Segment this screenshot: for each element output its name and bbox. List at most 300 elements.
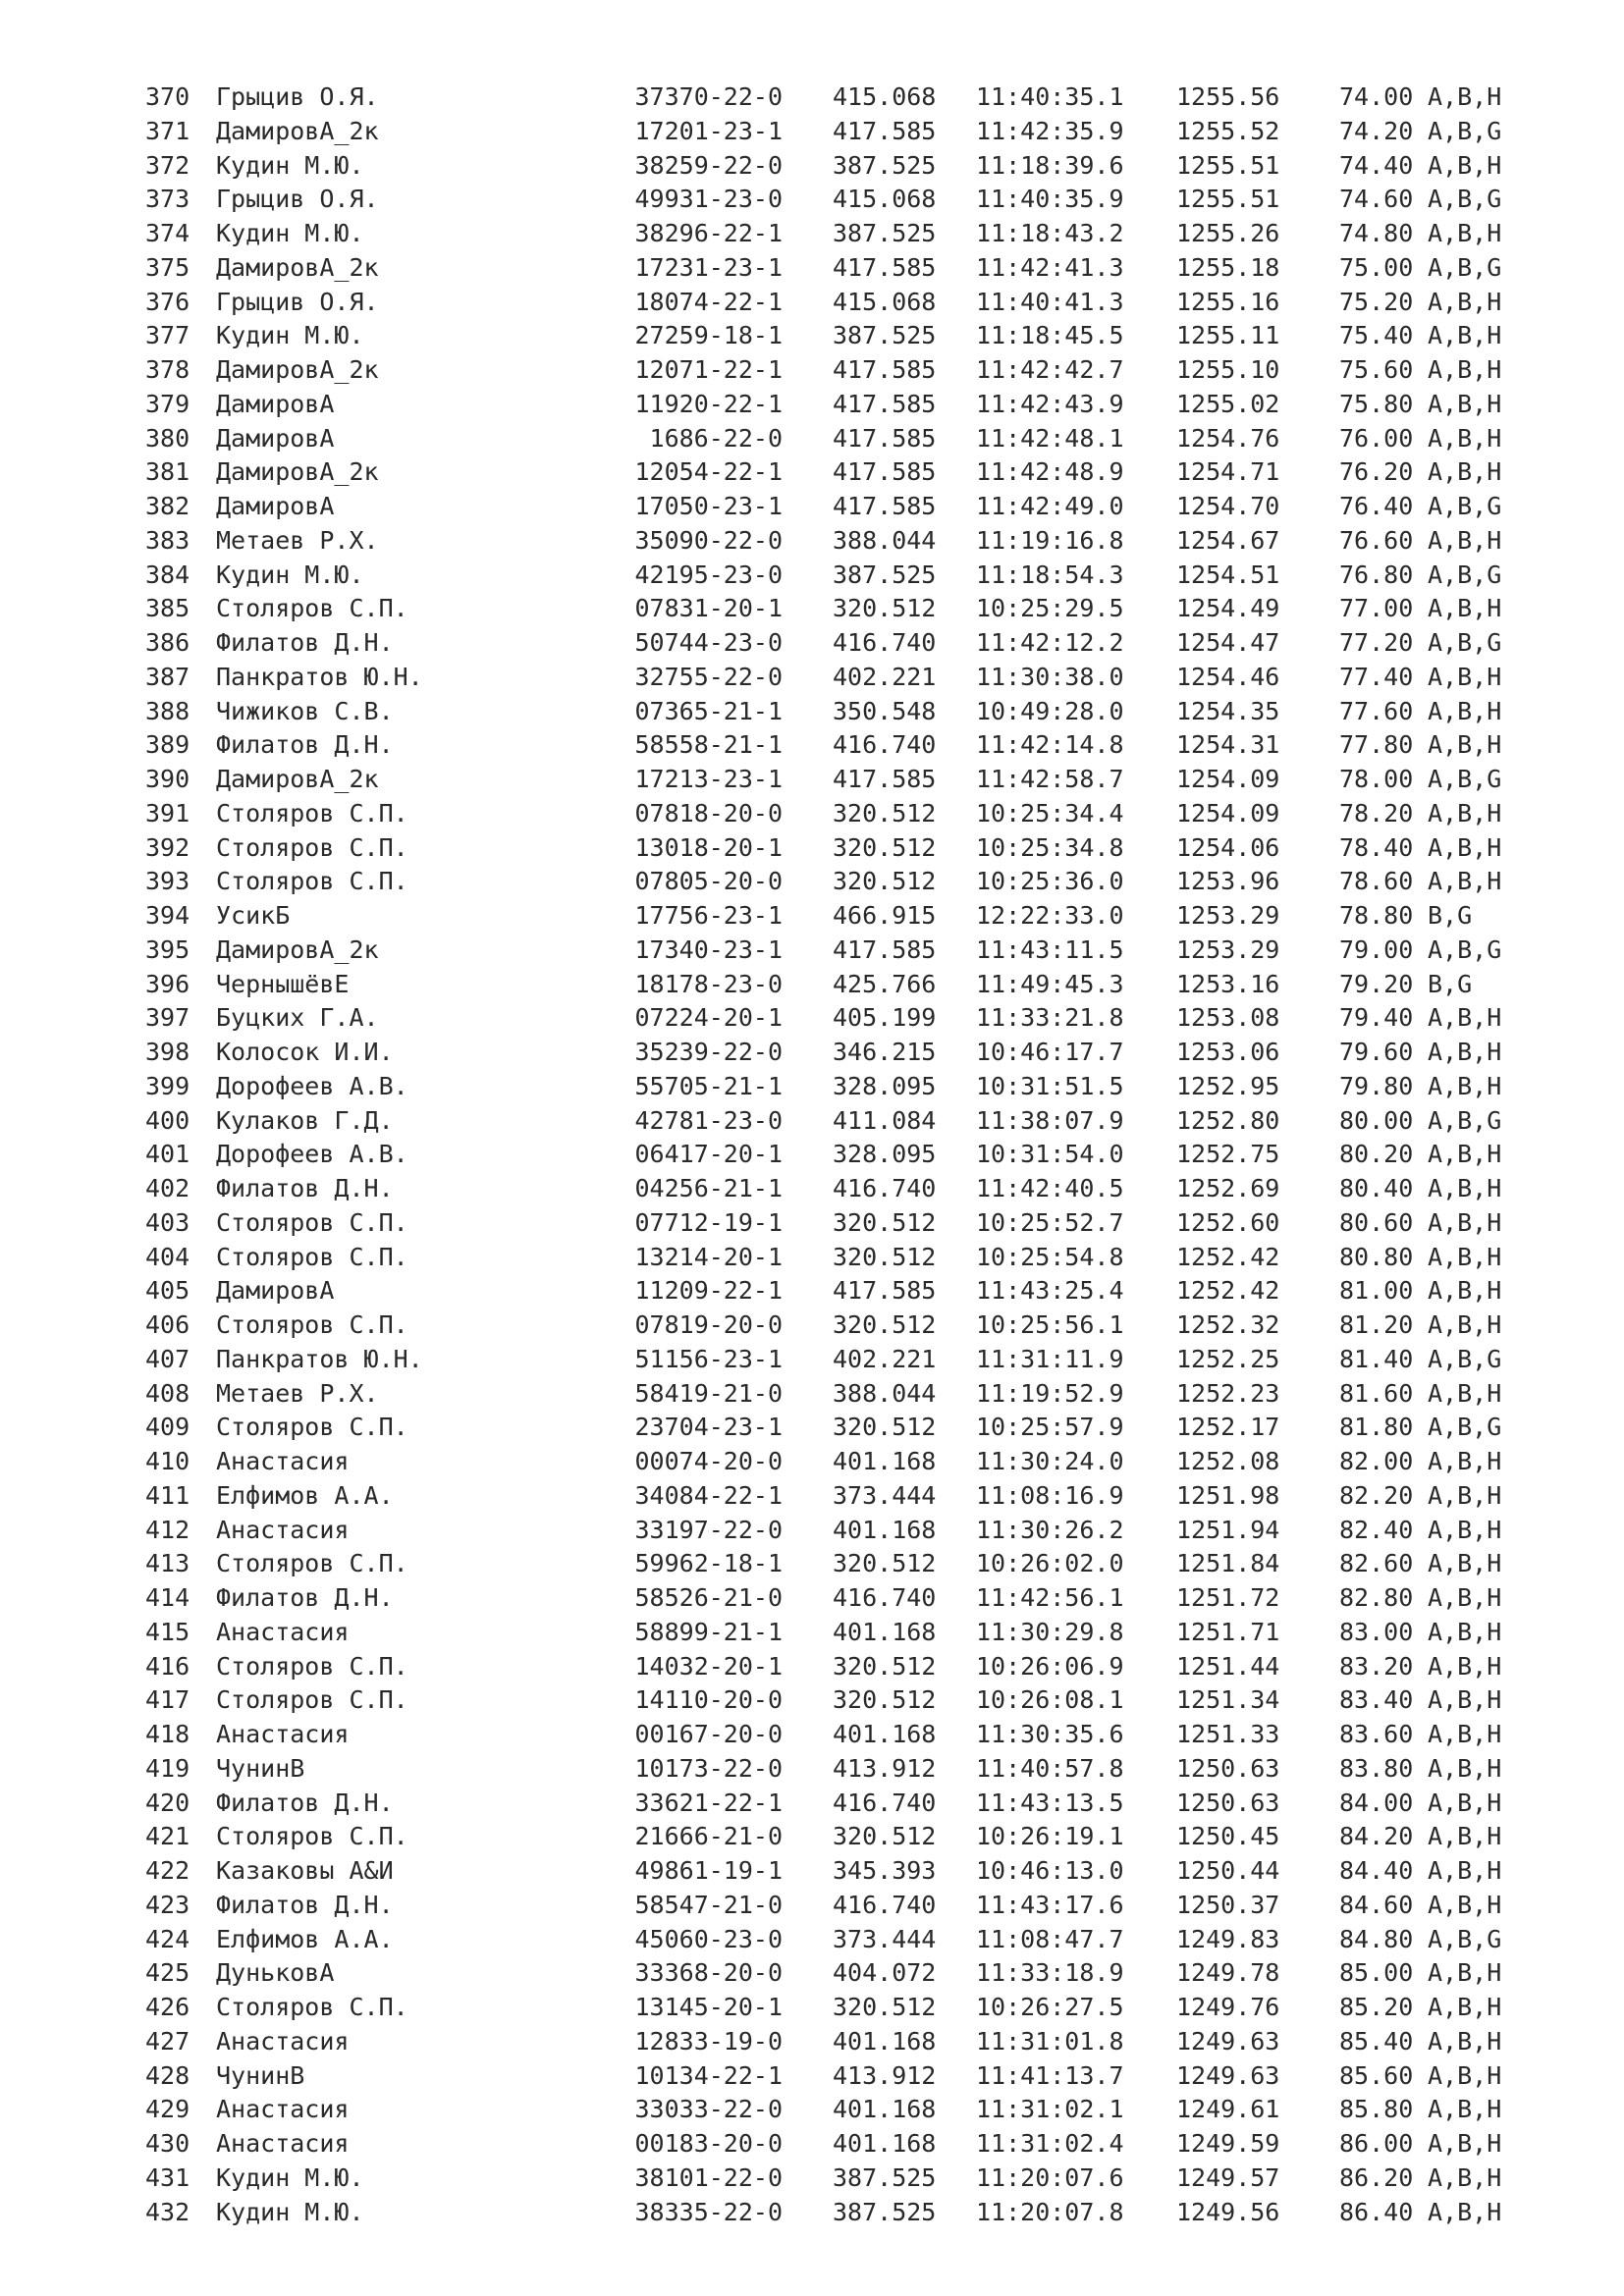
fancier-name: Колосок И.И. [216,1038,394,1066]
distance: 328.095 [833,1071,937,1100]
arrival-time: 11:42:48.1 [976,423,1124,453]
ring-number: 58558-21-1 [634,730,783,760]
fancier-name: Столяров С.П. [216,1685,408,1715]
distance: 466.915 [833,901,937,930]
speed: 1252.75 [1176,1140,1280,1169]
row-number: 398 [145,1038,190,1066]
fancier-name: Дорофеев А.В. [216,1071,408,1100]
row-number: 422 [145,1856,190,1885]
ring-number: 37370-22-0 [634,82,783,111]
points: 81.60 [1339,1378,1414,1408]
fancier-name: Казаковы А&И [216,1856,394,1885]
fancier-name: ЧунинВ [216,1753,305,1783]
arrival-time: 11:31:02.4 [976,2129,1124,2158]
classes: A,B,H [1428,1685,1502,1715]
distance: 350.548 [833,696,937,725]
points: 78.60 [1339,867,1414,896]
fancier-name: Елфимов А.А. [216,1480,394,1510]
fancier-name: Грыцив О.Я. [216,82,379,111]
ring-number: 38259-22-0 [634,150,783,180]
speed: 1252.80 [1176,1105,1280,1135]
distance: 401.168 [833,2129,937,2158]
speed: 1252.42 [1176,1242,1280,1271]
row-number: 374 [145,219,190,247]
ring-number: 11920-22-1 [634,389,783,418]
distance: 417.585 [833,934,937,964]
distance: 320.512 [833,832,937,862]
fancier-name: Анастасия [216,2026,350,2056]
distance: 413.912 [833,1753,937,1783]
arrival-time: 11:42:48.9 [976,457,1124,487]
points: 82.40 [1339,1515,1414,1544]
arrival-time: 11:49:45.3 [976,969,1124,998]
row-number: 377 [145,321,190,350]
arrival-time: 11:42:35.9 [976,116,1124,145]
classes: A,B,H [1428,423,1502,453]
arrival-time: 11:18:39.6 [976,150,1124,180]
points: 80.40 [1339,1174,1414,1202]
ring-number: 06417-20-1 [634,1140,783,1169]
speed: 1249.59 [1176,2129,1280,2158]
classes: A,B,H [1428,1788,1502,1817]
classes: A,B,G [1428,1344,1502,1373]
points: 79.00 [1339,934,1414,964]
points: 74.40 [1339,150,1414,180]
arrival-time: 11:18:54.3 [976,560,1124,589]
points: 74.60 [1339,185,1414,214]
row-number: 400 [145,1105,190,1135]
distance: 417.585 [833,116,937,145]
distance: 417.585 [833,1276,937,1306]
arrival-time: 11:20:07.6 [976,2163,1124,2192]
speed: 1255.10 [1176,355,1280,384]
ring-number: 18074-22-1 [634,287,783,316]
classes: A,B,H [1428,355,1502,384]
speed: 1254.47 [1176,628,1280,657]
arrival-time: 11:31:01.8 [976,2026,1124,2056]
speed: 1254.31 [1176,730,1280,760]
distance: 320.512 [833,1310,937,1339]
distance: 320.512 [833,867,937,896]
speed: 1251.98 [1176,1480,1280,1510]
ring-number: 23704-23-1 [634,1413,783,1442]
classes: B,G [1428,969,1473,998]
speed: 1249.56 [1176,2197,1280,2226]
row-number: 412 [145,1515,190,1544]
points: 81.80 [1339,1413,1414,1442]
arrival-time: 11:30:29.8 [976,1617,1124,1646]
points: 77.00 [1339,594,1414,623]
ring-number: 13214-20-1 [634,1242,783,1271]
row-number: 395 [145,934,190,964]
speed: 1253.96 [1176,867,1280,896]
fancier-name: УсикБ [216,901,291,930]
classes: A,B,H [1428,1447,1502,1475]
distance: 404.072 [833,1958,937,1988]
ring-number: 18178-23-0 [634,969,783,998]
distance: 320.512 [833,1822,937,1851]
speed: 1255.11 [1176,321,1280,350]
distance: 402.221 [833,1344,937,1373]
ring-number: 32755-22-0 [634,662,783,691]
ring-number: 04256-21-1 [634,1174,783,1202]
distance: 416.740 [833,1890,937,1919]
classes: A,B,H [1428,1549,1502,1578]
classes: A,B,H [1428,525,1502,555]
classes: A,B,G [1428,1924,1502,1953]
arrival-time: 10:25:36.0 [976,867,1124,896]
row-number: 397 [145,1003,190,1033]
distance: 387.525 [833,2197,937,2226]
classes: A,B,H [1428,594,1502,623]
row-number: 394 [145,901,190,930]
classes: A,B,H [1428,1480,1502,1510]
ring-number: 33368-20-0 [634,1958,783,1988]
ring-number: 12071-22-1 [634,355,783,384]
classes: A,B,H [1428,1822,1502,1851]
arrival-time: 11:40:35.9 [976,185,1124,214]
classes: A,B,G [1428,1105,1502,1135]
classes: A,B,H [1428,2060,1502,2090]
fancier-name: Филатов Д.Н. [216,1583,394,1612]
points: 75.00 [1339,252,1414,282]
arrival-time: 11:43:25.4 [976,1276,1124,1306]
fancier-name: Столяров С.П. [216,594,408,623]
classes: A,B,H [1428,2163,1502,2192]
row-number: 373 [145,185,190,214]
arrival-time: 11:08:16.9 [976,1480,1124,1510]
fancier-name: ЧернышёвЕ [216,969,350,998]
fancier-name: Буцких Г.А. [216,1003,379,1033]
row-number: 384 [145,560,190,589]
distance: 320.512 [833,594,937,623]
distance: 320.512 [833,1549,937,1578]
points: 79.60 [1339,1038,1414,1066]
distance: 411.084 [833,1105,937,1135]
arrival-time: 11:40:41.3 [976,287,1124,316]
ring-number: 17201-23-1 [634,116,783,145]
speed: 1254.35 [1176,696,1280,725]
classes: A,B,H [1428,1720,1502,1748]
speed: 1249.57 [1176,2163,1280,2192]
classes: A,B,H [1428,1753,1502,1783]
distance: 416.740 [833,730,937,760]
points: 76.40 [1339,492,1414,520]
speed: 1255.52 [1176,116,1280,145]
arrival-time: 11:18:43.2 [976,219,1124,247]
fancier-name: Филатов Д.Н. [216,730,394,760]
points: 75.20 [1339,287,1414,316]
fancier-name: Столяров С.П. [216,832,408,862]
arrival-time: 11:30:24.0 [976,1447,1124,1475]
points: 74.80 [1339,219,1414,247]
fancier-name: Столяров С.П. [216,1242,408,1271]
ring-number: 21666-21-0 [634,1822,783,1851]
row-number: 404 [145,1242,190,1271]
points: 75.60 [1339,355,1414,384]
ring-number: 38101-22-0 [634,2163,783,2192]
fancier-name: Филатов Д.Н. [216,628,394,657]
arrival-time: 11:18:45.5 [976,321,1124,350]
points: 85.40 [1339,2026,1414,2056]
fancier-name: ДамировА_2к [216,934,379,964]
fancier-name: Анастасия [216,1617,350,1646]
arrival-time: 11:42:56.1 [976,1583,1124,1612]
arrival-time: 10:31:54.0 [976,1140,1124,1169]
arrival-time: 10:26:19.1 [976,1822,1124,1851]
fancier-name: Филатов Д.Н. [216,1788,394,1817]
points: 84.80 [1339,1924,1414,1953]
classes: A,B,H [1428,1583,1502,1612]
ring-number: 14032-20-1 [634,1651,783,1681]
speed: 1252.69 [1176,1174,1280,1202]
distance: 402.221 [833,662,937,691]
arrival-time: 10:26:08.1 [976,1685,1124,1715]
points: 83.00 [1339,1617,1414,1646]
speed: 1254.67 [1176,525,1280,555]
classes: A,B,H [1428,1003,1502,1033]
arrival-time: 11:33:21.8 [976,1003,1124,1033]
ring-number: 50744-23-0 [634,628,783,657]
classes: A,B,H [1428,1174,1502,1202]
ring-number: 10134-22-1 [634,2060,783,2090]
ring-number: 38296-22-1 [634,219,783,247]
distance: 417.585 [833,389,937,418]
fancier-name: ДамировА [216,1276,335,1306]
ring-number: 49861-19-1 [634,1856,783,1885]
ring-number: 35239-22-0 [634,1038,783,1066]
speed: 1253.16 [1176,969,1280,998]
distance: 416.740 [833,1583,937,1612]
arrival-time: 11:42:58.7 [976,765,1124,793]
arrival-time: 11:42:42.7 [976,355,1124,384]
points: 82.80 [1339,1583,1414,1612]
ring-number: 33621-22-1 [634,1788,783,1817]
arrival-time: 11:42:43.9 [976,389,1124,418]
speed: 1249.78 [1176,1958,1280,1988]
classes: A,B,H [1428,2095,1502,2124]
distance: 401.168 [833,1515,937,1544]
ring-number: 12833-19-0 [634,2026,783,2056]
classes: A,B,H [1428,150,1502,180]
ring-number: 17213-23-1 [634,765,783,793]
arrival-time: 11:31:02.1 [976,2095,1124,2124]
ring-number: 33033-22-0 [634,2095,783,2124]
points: 84.20 [1339,1822,1414,1851]
row-number: 414 [145,1583,190,1612]
speed: 1253.29 [1176,901,1280,930]
distance: 373.444 [833,1924,937,1953]
points: 80.80 [1339,1242,1414,1271]
fancier-name: Столяров С.П. [216,1549,408,1578]
fancier-name: Кудин М.Ю. [216,150,364,180]
speed: 1250.63 [1176,1788,1280,1817]
distance: 417.585 [833,252,937,282]
arrival-time: 11:43:11.5 [976,934,1124,964]
points: 77.40 [1339,662,1414,691]
points: 79.20 [1339,969,1414,998]
speed: 1252.25 [1176,1344,1280,1373]
points: 74.20 [1339,116,1414,145]
distance: 320.512 [833,1651,937,1681]
classes: A,B,H [1428,1993,1502,2021]
speed: 1253.08 [1176,1003,1280,1033]
arrival-time: 11:19:52.9 [976,1378,1124,1408]
row-number: 431 [145,2163,190,2192]
row-number: 392 [145,832,190,862]
distance: 387.525 [833,150,937,180]
points: 84.00 [1339,1788,1414,1817]
points: 83.40 [1339,1685,1414,1715]
fancier-name: ДамировА_2к [216,457,379,487]
fancier-name: Дорофеев А.В. [216,1140,408,1169]
fancier-name: Анастасия [216,1447,350,1475]
arrival-time: 10:25:54.8 [976,1242,1124,1271]
arrival-time: 11:38:07.9 [976,1105,1124,1135]
distance: 417.585 [833,765,937,793]
row-number: 399 [145,1071,190,1100]
arrival-time: 10:26:02.0 [976,1549,1124,1578]
arrival-time: 11:30:26.2 [976,1515,1124,1544]
distance: 416.740 [833,1788,937,1817]
row-number: 427 [145,2026,190,2056]
row-number: 406 [145,1310,190,1339]
speed: 1254.49 [1176,594,1280,623]
ring-number: 1686-22-0 [649,423,783,453]
ring-number: 10173-22-0 [634,1753,783,1783]
distance: 401.168 [833,1720,937,1748]
speed: 1254.76 [1176,423,1280,453]
speed: 1255.02 [1176,389,1280,418]
classes: A,B,H [1428,287,1502,316]
fancier-name: Анастасия [216,1720,350,1748]
classes: A,B,G [1428,252,1502,282]
arrival-time: 10:25:57.9 [976,1413,1124,1442]
row-number: 389 [145,730,190,760]
fancier-name: Метаев Р.Х. [216,1378,379,1408]
fancier-name: Метаев Р.Х. [216,525,379,555]
points: 86.40 [1339,2197,1414,2226]
fancier-name: Кудин М.Ю. [216,321,364,350]
speed: 1252.32 [1176,1310,1280,1339]
ring-number: 07819-20-0 [634,1310,783,1339]
points: 79.40 [1339,1003,1414,1033]
classes: A,B,H [1428,832,1502,862]
classes: A,B,H [1428,1242,1502,1271]
classes: A,B,H [1428,1207,1502,1237]
points: 82.20 [1339,1480,1414,1510]
points: 81.40 [1339,1344,1414,1373]
ring-number: 07818-20-0 [634,798,783,828]
arrival-time: 11:42:49.0 [976,492,1124,520]
points: 85.00 [1339,1958,1414,1988]
classes: A,B,H [1428,321,1502,350]
row-number: 387 [145,662,190,691]
ring-number: 17231-23-1 [634,252,783,282]
classes: A,B,H [1428,2129,1502,2158]
classes: A,B,H [1428,457,1502,487]
fancier-name: Столяров С.П. [216,1413,408,1442]
speed: 1252.42 [1176,1276,1280,1306]
classes: A,B,H [1428,1038,1502,1066]
points: 78.20 [1339,798,1414,828]
arrival-time: 11:33:18.9 [976,1958,1124,1988]
ring-number: 07712-19-1 [634,1207,783,1237]
classes: A,B,H [1428,798,1502,828]
distance: 417.585 [833,355,937,384]
distance: 387.525 [833,219,937,247]
classes: A,B,G [1428,765,1502,793]
classes: A,B,H [1428,1856,1502,1885]
speed: 1251.71 [1176,1617,1280,1646]
classes: A,B,H [1428,1140,1502,1169]
speed: 1252.95 [1176,1071,1280,1100]
classes: A,B,H [1428,2026,1502,2056]
points: 74.00 [1339,82,1414,111]
row-number: 421 [145,1822,190,1851]
arrival-time: 10:46:17.7 [976,1038,1124,1066]
points: 76.00 [1339,423,1414,453]
row-number: 371 [145,116,190,145]
distance: 320.512 [833,1207,937,1237]
speed: 1251.33 [1176,1720,1280,1748]
ring-number: 33197-22-0 [634,1515,783,1544]
speed: 1255.51 [1176,150,1280,180]
arrival-time: 11:42:12.2 [976,628,1124,657]
classes: A,B,H [1428,2197,1502,2226]
classes: A,B,G [1428,1413,1502,1442]
points: 80.60 [1339,1207,1414,1237]
arrival-time: 10:25:34.4 [976,798,1124,828]
row-number: 426 [145,1993,190,2021]
row-number: 375 [145,252,190,282]
points: 76.20 [1339,457,1414,487]
classes: A,B,H [1428,662,1502,691]
points: 75.40 [1339,321,1414,350]
ring-number: 42781-23-0 [634,1105,783,1135]
classes: A,B,H [1428,1617,1502,1646]
ring-number: 27259-18-1 [634,321,783,350]
arrival-time: 10:25:52.7 [976,1207,1124,1237]
classes: A,B,H [1428,867,1502,896]
distance: 373.444 [833,1480,937,1510]
points: 75.80 [1339,389,1414,418]
fancier-name: Столяров С.П. [216,1993,408,2021]
fancier-name: Анастасия [216,2129,350,2158]
row-number: 415 [145,1617,190,1646]
arrival-time: 12:22:33.0 [976,901,1124,930]
classes: A,B,G [1428,934,1502,964]
speed: 1254.51 [1176,560,1280,589]
points: 79.80 [1339,1071,1414,1100]
ring-number: 11209-22-1 [634,1276,783,1306]
fancier-name: Столяров С.П. [216,798,408,828]
classes: A,B,H [1428,696,1502,725]
speed: 1255.26 [1176,219,1280,247]
arrival-time: 11:20:07.8 [976,2197,1124,2226]
ring-number: 17340-23-1 [634,934,783,964]
distance: 417.585 [833,457,937,487]
ring-number: 42195-23-0 [634,560,783,589]
speed: 1251.44 [1176,1651,1280,1681]
speed: 1254.09 [1176,798,1280,828]
fancier-name: ЧунинВ [216,2060,305,2090]
row-number: 402 [145,1174,190,1202]
points: 78.00 [1339,765,1414,793]
arrival-time: 11:42:14.8 [976,730,1124,760]
row-number: 419 [145,1753,190,1783]
distance: 425.766 [833,969,937,998]
